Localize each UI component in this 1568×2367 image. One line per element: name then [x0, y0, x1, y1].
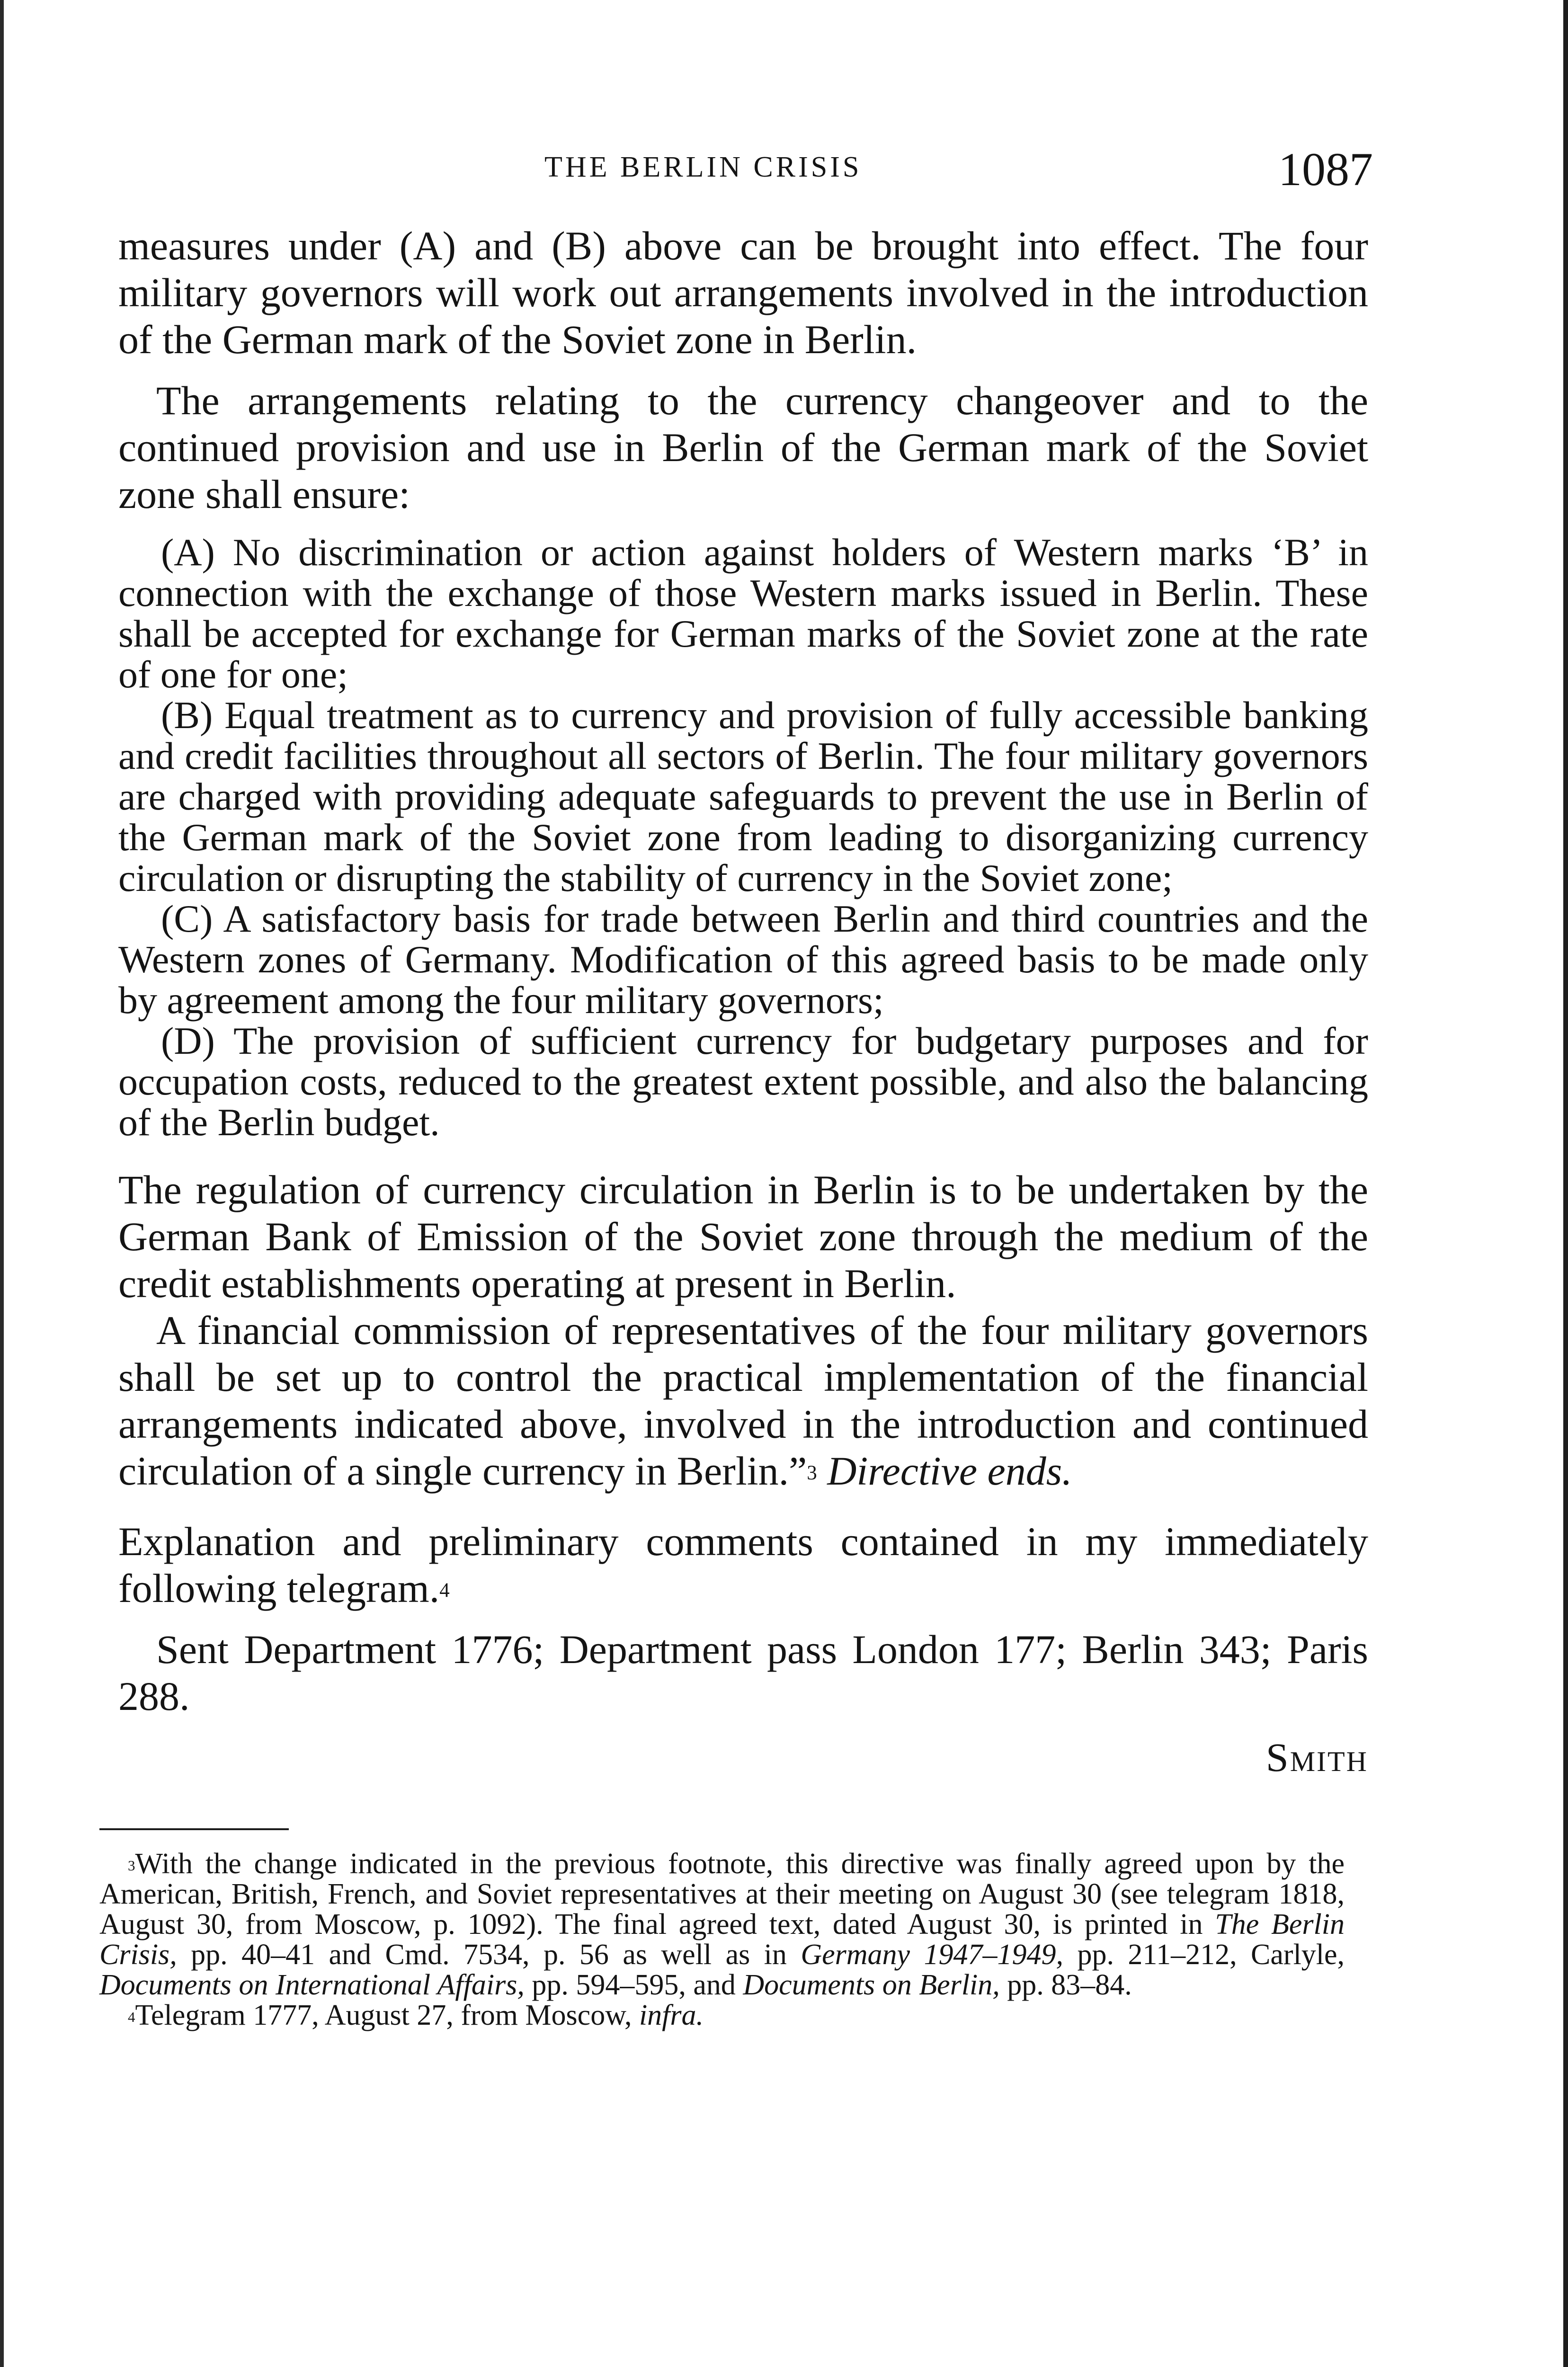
paragraph-6: Sent Department 1776; Department pass London 177; Berlin 343; Paris 288.	[118, 1627, 1368, 1719]
page-number: 1087	[1278, 143, 1373, 196]
paragraph-4	[118, 1307, 1368, 1495]
paragraph-2: The arrangements relating to the currency changeover and to the continued provision and use in Berlin of the German mark of the Soviet zone shall ensure:	[118, 378, 1368, 517]
footnotes	[99, 1849, 1345, 2030]
paragraph-5-text: Explanation and preliminary comments contained in my immediately following telegram.	[118, 1519, 1368, 1611]
footnote-4-italic: infra.	[639, 1999, 704, 2031]
footnote-ref-3[interactable]: 3	[807, 1462, 817, 1484]
footnote-3-mark: 3	[128, 1857, 135, 1874]
signature: Smith	[1265, 1735, 1368, 1780]
footnote-3-text-1: With the change indicated in the previous footnote, this directive was finally agreed upon by the American, British, French, and Soviet representatives at their meeting on August 30 (see telegram 1818, August 30, from Moscow, p. 1092). The final agreed text, dated August 30, is printed in	[99, 1848, 1345, 1940]
footnote-3-text-3: pp. 211–212, Carlyle,	[1077, 1939, 1345, 1971]
footnote-3	[99, 1849, 1345, 2000]
scan-left-edge	[0, 0, 4, 2367]
footnote-3-text-4: pp. 594–595, and	[532, 1969, 736, 2001]
main-text	[118, 222, 1368, 1781]
footnote-3-text-5: pp. 83–84.	[1007, 1969, 1132, 2001]
directive-ends: Directive ends.	[827, 1448, 1072, 1494]
provisions-list	[118, 532, 1368, 1143]
provision-d: (D) The provision of sufficient currency for budgetary purposes and for occupation costs, reduced to the greatest extent possible, and also the balancing of the Berlin budget.	[118, 1019, 1368, 1144]
footnote-3-text-2: pp. 40–41 and Cmd. 7534, p. 56 as well as in	[191, 1939, 787, 1971]
footnote-3-title-1: The Berlin Crisis,	[99, 1908, 1345, 1971]
paragraph-5	[118, 1518, 1368, 1612]
provision-a: (A) No discrimination or action against holders of Western marks ‘B’ in connection with the exchange of those Western marks issued in Berlin. These shall be accepted for exchange for German marks of the Soviet zone at the rate of one for one;	[118, 531, 1368, 696]
footnote-rule	[99, 1828, 289, 1830]
scan-right-edge	[1563, 0, 1568, 2367]
footnote-ref-4[interactable]: 4	[439, 1579, 450, 1602]
footnote-4	[99, 2000, 1345, 2030]
paragraph-3: The regulation of currency circulation in Berlin is to be undertaken by the German Bank of Emission of the Soviet zone through the medium of the credit establishments operating at present in Berlin.	[118, 1167, 1368, 1306]
footnote-3-title-3: Documents on International Affairs,	[99, 1969, 525, 2001]
paragraph-4-text: A financial commission of representatives of the four military governors shall be set up to control the practical implementation of the financial arrangements indicated above, involved in the introduction and continued circulation of a single currency in Berlin.”	[118, 1308, 1368, 1494]
footnote-4-text: Telegram 1777, August 27, from Moscow,	[135, 1999, 632, 2031]
provision-b: (B) Equal treatment as to currency and provision of fully accessible banking and credit facilities throughout all sectors of Berlin. The four military governors are charged with providing adequate safeguards to prevent the use in Berlin of the German mark of the Soviet zone from leading to disorganizing currency circulation or disrupting the stability of currency in the Soviet zone;	[118, 694, 1368, 899]
running-header: THE BERLIN CRISIS	[544, 151, 862, 183]
footnote-3-title-2: Germany 1947–1949,	[801, 1939, 1064, 1971]
provision-c: (C) A satisfactory basis for trade between Berlin and third countries and the Western zones of Germany. Modification of this agreed basis to be made only by agreement among the four military governors;	[118, 897, 1368, 1022]
paragraph-1: measures under (A) and (B) above can be brought into effect. The four military governors will work out arrangements involved in the introduction of the German mark of the Soviet zone in Berlin.	[118, 223, 1368, 362]
footnote-4-mark: 4	[128, 2009, 135, 2025]
footnote-3-title-4: Documents on Berlin,	[743, 1969, 1000, 2001]
